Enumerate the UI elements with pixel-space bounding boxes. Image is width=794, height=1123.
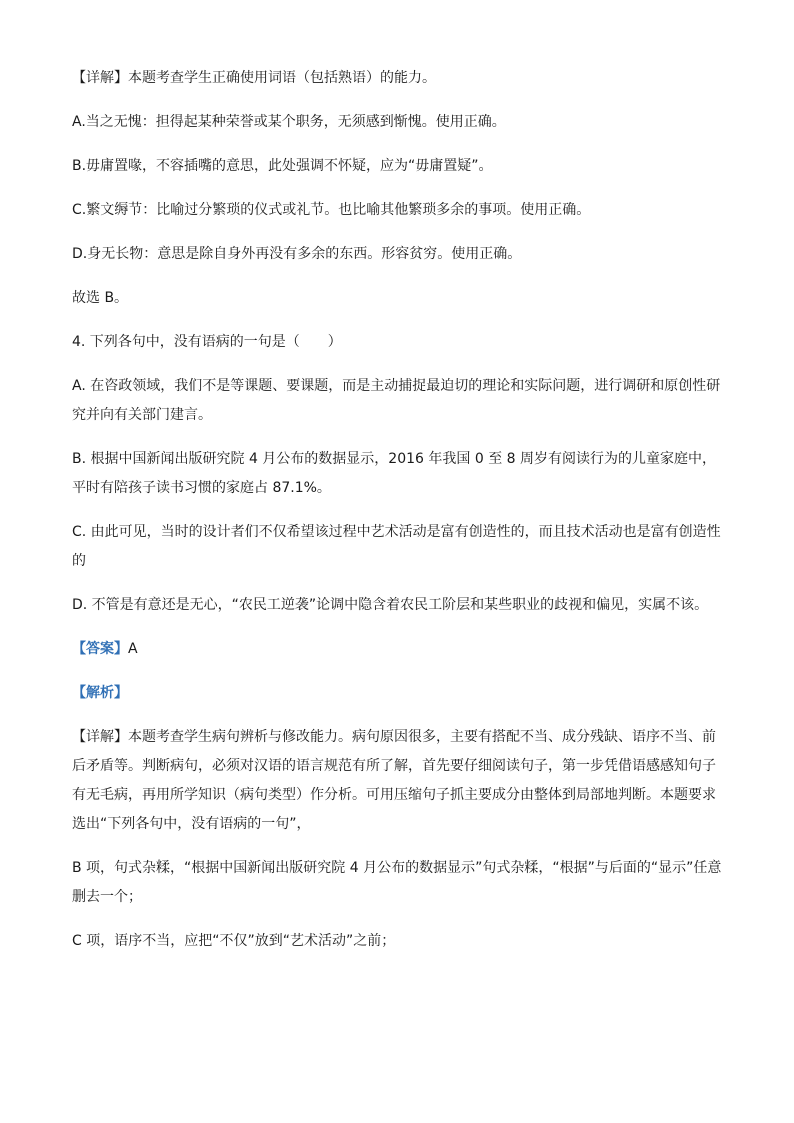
conclusion: 故选 B。 [72, 290, 129, 306]
analysis-detail: 【详解】本题考查学生病句辨析与修改能力。病句原因很多，主要有搭配不当、成分残缺、语序不当、前后矛盾等。判断病句，必须对汉语的语言规范有所了解，首先要仔细阅读句子，第一步凭借语感感知句子有无毛病，再用所学知识（病句类型）作分析。可用压缩句子抓主要成分由整体到局部地判断。本题要求选出“下列各句中，没有语病的一句”， [72, 729, 716, 832]
answer-tag: 【答案】 [72, 641, 128, 657]
explanation-option-c: C.繁文缛节：比喻过分繁琐的仪式或礼节。也比喻其他繁琐多余的事项。使用正确。 [72, 202, 591, 218]
question-option-d: D. 不管是有意还是无心，“农民工逆袭”论调中隐含着农民工阶层和某些职业的歧视和偏见，实属不该。 [72, 597, 709, 613]
answer-line [72, 635, 727, 664]
explanation-option-d: D.身无长物：意思是除自身外再没有多余的东西。形容贫穷。使用正确。 [72, 246, 522, 262]
analysis-option-c: C 项，语序不当，应把“不仅”放到“艺术活动”之前； [72, 933, 396, 949]
detail-paragraph: 【详解】本题考查学生正确使用词语（包括熟语）的能力。 [72, 70, 436, 86]
analysis-tag: 【解析】 [72, 685, 128, 701]
answer-value: A [128, 641, 138, 657]
question-option-a: A. 在咨政领域，我们不是等课题、要课题，而是主动捕捉最迫切的理论和实际问题，进行调研和原创性研究并向有关部门建言。 [72, 378, 721, 423]
question-option-b: B. 根据中国新闻出版研究院 4 月公布的数据显示，2016 年我国 0 至 8 周岁有阅读行为的儿童家庭中，平时有陪孩子读书习惯的家庭占 87.1%。 [72, 451, 717, 496]
question-stem: 4. 下列各句中，没有语病的一句是（ ） [72, 334, 342, 350]
analysis-option-b: B 项，句式杂糅，“根据中国新闻出版研究院 4 月公布的数据显示”句式杂糅，“根据”与后面的“显示”任意删去一个； [72, 860, 722, 905]
explanation-option-a: A.当之无愧：担得起某种荣誉或某个职务，无须感到惭愧。使用正确。 [72, 114, 506, 130]
explanation-option-b: B.毋庸置喙，不容插嘴的意思，此处强调不怀疑，应为“毋庸置疑”。 [72, 158, 493, 174]
document-page [72, 64, 727, 971]
analysis-line [72, 679, 727, 708]
question-option-c: C. 由此可见，当时的设计者们不仅希望该过程中艺术活动是富有创造性的，而且技术活动也是富有创造性的 [72, 524, 721, 569]
